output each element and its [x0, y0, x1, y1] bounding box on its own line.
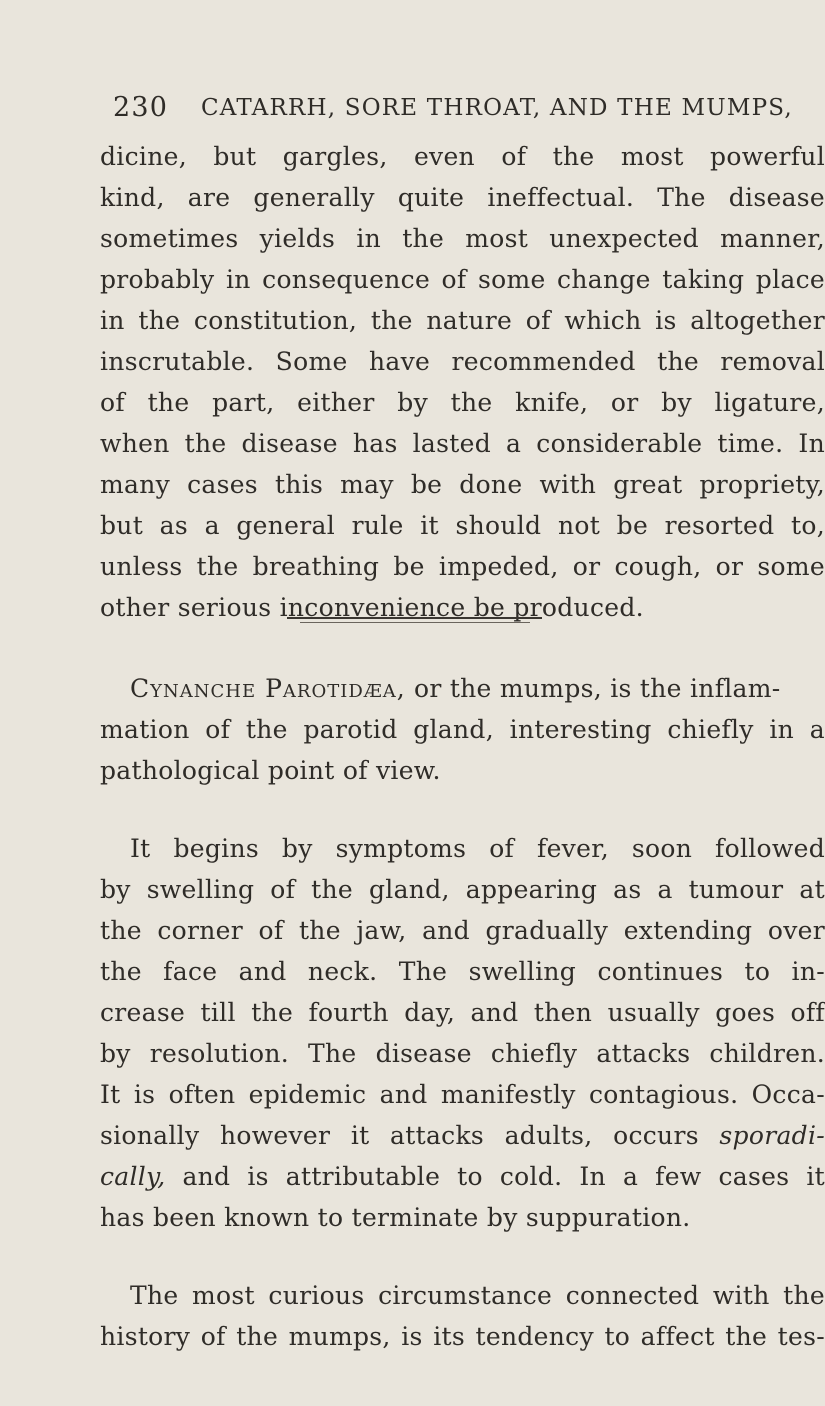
- text-line-part: and is attributable to cold. In a few cases it: [165, 1162, 825, 1191]
- section-divider-thin: [300, 622, 530, 623]
- text-line: probably in consequence of some change taking place: [100, 265, 825, 294]
- text-line: the face and neck. The swelling continues to in-: [100, 957, 825, 986]
- text-line-rest: or the mumps, is the inflam-: [405, 674, 781, 703]
- italic-word: cally,: [100, 1162, 166, 1191]
- text-line: [100, 1121, 825, 1151]
- text-line: by swelling of the gland, appearing as a tumour at: [100, 875, 825, 904]
- text-line: [130, 674, 825, 704]
- section-title: Cynanche Parotidæa,: [130, 674, 406, 703]
- text-line: in the constitution, the nature of which is altogether: [100, 306, 825, 335]
- text-line: has been known to terminate by suppuration.: [100, 1203, 691, 1232]
- text-line: pathological point of view.: [100, 756, 441, 785]
- text-line: crease till the fourth day, and then usually goes off: [100, 998, 825, 1027]
- page-number: 230: [113, 92, 169, 123]
- text-line-part: sionally however it attacks adults, occurs: [100, 1121, 699, 1150]
- text-line: It begins by symptoms of fever, soon followed: [130, 834, 825, 863]
- text-line: other serious inconvenience be produced.: [100, 593, 644, 622]
- text-line: by resolution. The disease chiefly attacks children.: [100, 1039, 825, 1068]
- text-line: It is often epidemic and manifestly contagious. Occa-: [100, 1080, 825, 1109]
- text-line: dicine, but gargles, even of the most powerful: [100, 142, 825, 171]
- text-line: history of the mumps, is its tendency to affect the tes-: [100, 1322, 825, 1351]
- text-line: The most curious circumstance connected with the: [130, 1281, 825, 1310]
- text-line: of the part, either by the knife, or by ligature,: [100, 388, 825, 417]
- running-header: [113, 92, 793, 128]
- running-title: CATARRH, SORE THROAT, AND THE MUMPS,: [201, 95, 793, 121]
- italic-word: sporadi-: [719, 1121, 825, 1150]
- text-line: sometimes yields in the most unexpected manner,: [100, 224, 825, 253]
- text-line: kind, are generally quite ineffectual. The disease: [100, 183, 825, 212]
- text-line: the corner of the jaw, and gradually extending over: [100, 916, 825, 945]
- section-divider: [287, 617, 542, 619]
- text-line: [100, 1162, 825, 1192]
- text-line: but as a general rule it should not be resorted to,: [100, 511, 825, 540]
- text-line: many cases this may be done with great propriety,: [100, 470, 825, 499]
- text-line: unless the breathing be impeded, or cough, or some: [100, 552, 825, 581]
- text-line: when the disease has lasted a considerable time. In: [100, 429, 825, 458]
- text-line: inscrutable. Some have recommended the removal: [100, 347, 825, 376]
- text-line: mation of the parotid gland, interesting chiefly in a: [100, 715, 825, 744]
